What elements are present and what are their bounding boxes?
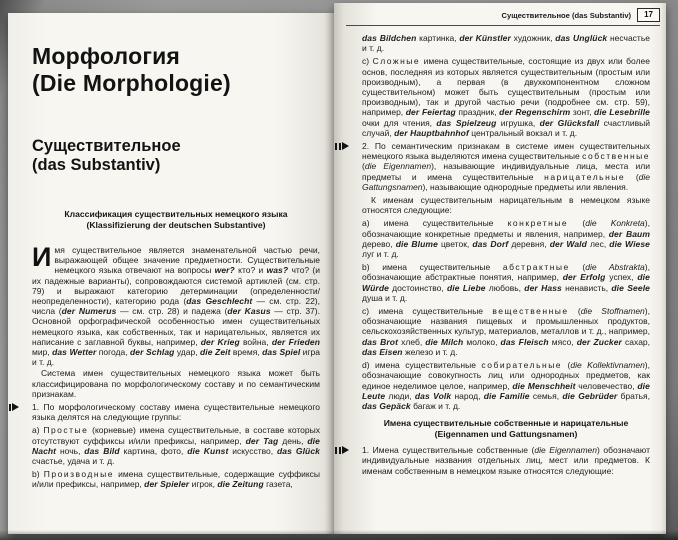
right-page-content xyxy=(362,33,650,477)
subsection-heading-line1: Классификация существительных немецкого языка xyxy=(64,209,288,219)
list-item-c: c) Сложные имена существительные, состоящие из двух или более основ, последняя из которых является существительным (простым или производным), а первая (в двухкомпонентном сложном существительном) может быть существительным (простым или производным), так и другой частью речи (подробнее см. стр. 59), например, der Feiertag праздник, der Regenschirm зонт, die Lesebrille очки для чтения, das Spielzeug игрушка, der Glücksfall счастливый случай, der Hauptbahnhof центральный вокзал и т. д. xyxy=(362,56,650,138)
left-body-text xyxy=(32,242,321,490)
list-item-a: a) Простые (корневые) имена существительные, в составе которых отсутствуют суффиксы и/или префиксы, например, der Tag день, die Nacht ночь, das Bild картина, фото, die Kunst искусство, das Glück счастье, удача и т. д. xyxy=(32,425,321,467)
chapter-title-line2: (Die Morphologie) xyxy=(32,70,231,96)
list-item-a2: a) имена существительные конкретные (die Konkreta), обозначающие конкретные предметы и явления, например, der Baum дерево, die Blume цветок, das Dorf деревня, der Wald лес, die Wiese луг и т. д. xyxy=(362,218,651,260)
header-rule xyxy=(346,25,660,26)
section-title-line1: Существительное xyxy=(32,137,181,155)
page-number: 17 xyxy=(637,8,660,22)
margin-pointer-icon xyxy=(335,446,349,454)
subsection-heading-2-line2: (Eigennamen und Gattungsnamen) xyxy=(434,429,578,440)
intro-paragraph-text: мя существительное является знаменательной частью речи, выражающей общее значение предметности. Существительные немецкого языка отвечают на вопросы wer? кто? и was? что? (и их падежные варианты), сопровождаются системой артиклей (см. стр. 79) и выражают категорию детерминации (определенности/неопределенности), категорию рода (das Geschlecht — см. стр. 22), числа (der Numerus — см. стр. 28) и падежа (der Kasus — стр. 37). Основной орфографической особенностью имен существительных немецкого языка, как собственных, так и нарицательных, является их написание с заглавной буквы, например, der Krieg война, der Frieden мир, das Wetter погода, der Schlag удар, die Zeit время, das Spiel игра и т. д. xyxy=(32,245,321,368)
list-item-2-text: 2. По семантическим признакам в системе имен существительных немецкого языка выделяются имена существительные собственные (die Eigennamen), называющие индивидуальные лица, места или предметы и имена существительные нарицательные (die Gattungsnamen), называющие однородные предметы или явления. xyxy=(362,141,651,192)
margin-pointer-icon xyxy=(8,403,19,411)
left-page-content xyxy=(32,43,320,491)
continuation-paragraph: das Bildchen картинка, der Künstler художник, das Unglück несчастье и т. д. xyxy=(362,33,650,54)
section-title xyxy=(32,137,320,175)
body-paragraph: Система имен существительных немецкого языка может быть классифицирована по морфологическому составу и по семантическим признакам. xyxy=(32,368,320,399)
list-item-1b xyxy=(362,445,650,476)
subsection-heading-2-line1: Имена существительные собственные и нарицательные xyxy=(383,418,629,429)
list-item-1-text: 1. По морфологическому составу имена существительные немецкого языка делятся на следующие группы: xyxy=(32,402,320,423)
list-item-2 xyxy=(362,141,650,192)
intro-paragraph xyxy=(32,242,321,368)
running-header xyxy=(346,8,660,22)
chapter-title-line1: Морфология xyxy=(32,43,181,69)
list-item-1 xyxy=(32,402,320,422)
list-item-b: b) Производные имена существительные, содержащие суффиксы и/или префиксы, например, der Spieler игрок, die Zeitung газета, xyxy=(32,469,320,490)
left-page xyxy=(8,13,334,534)
subsection-heading-line2: (Klassifizierung der deutschen Substantive) xyxy=(86,220,266,230)
list-item-b2: b) имена существительные абстрактные (die Abstrakta), обозначающие абстрактные понятия, например, der Erfolg успех, die Würde достоинство, die Liebe любовь, der Hass ненависть, die Seele душа и т. д. xyxy=(362,262,650,303)
list-item-1b-text: 1. Имена существительные собственные (die Eigennamen) обозначают индивидуальные названия отдельных лиц, мест или предметов. К именам собственным в немецком языке относятся следующие: xyxy=(362,445,650,476)
running-header-title: Существительное (das Substantiv) xyxy=(501,10,632,20)
drop-cap: И xyxy=(32,242,52,272)
subsection-heading xyxy=(32,209,320,231)
subsection-heading-2 xyxy=(362,418,650,440)
right-page xyxy=(334,3,666,534)
body-paragraph: К именам существительным нарицательным в немецком языке относятся следующие: xyxy=(362,195,650,216)
list-item-c2: c) имена существительные вещественные (die Stoffnamen), обозначающие названия пищевых и промышленных продуктов, сельскохозяйственных культур, материалов, металлов и т. д., например, das Brot хлеб, die Milch молоко, das Fleisch мясо, der Zucker сахар, das Eisen железо и т. д. xyxy=(362,306,651,357)
list-item-d2: d) имена существительные собирательные (die Kollektivnamen), обозначающие совокупность лиц или однородных предметов, как единое неделимое целое, например, die Menschheit человечество, die Leute люди, das Volk народ, die Familie семья, die Gebrüder братья, das Gepäck багаж и т. д. xyxy=(362,360,650,411)
chapter-title xyxy=(32,43,320,97)
margin-pointer-icon xyxy=(335,142,349,150)
section-title-line2: (das Substantiv) xyxy=(32,156,161,174)
